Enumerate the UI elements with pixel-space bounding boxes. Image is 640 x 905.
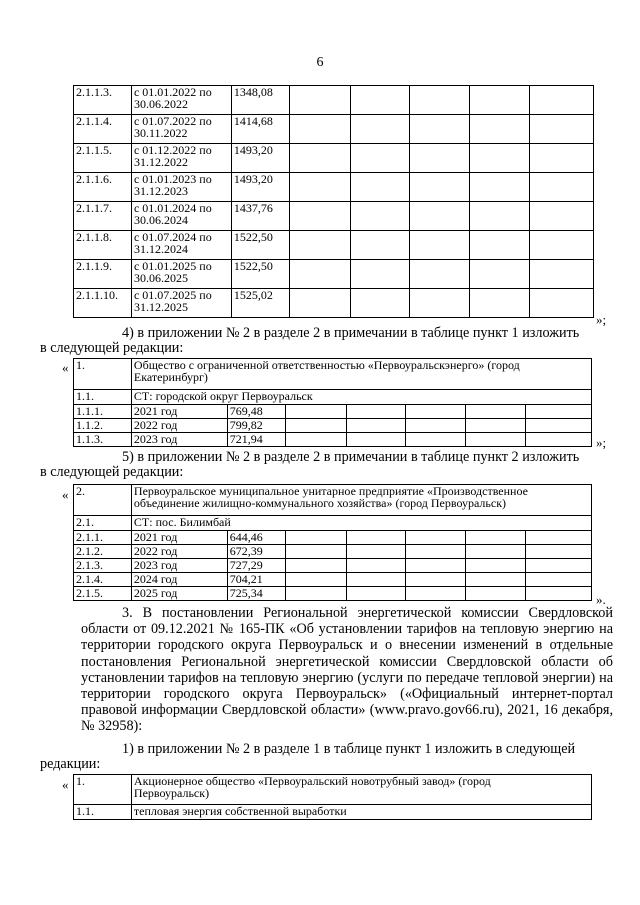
empty-cell bbox=[526, 559, 592, 573]
row-value: 644,46 bbox=[227, 531, 285, 545]
row-year: 2023 год bbox=[131, 559, 227, 573]
org-name-cell bbox=[131, 485, 591, 516]
paragraph-4-line-1: 4) в приложении № 2 в разделе 2 в примечании в таблице пункт 1 изложить bbox=[122, 325, 580, 341]
empty-cell bbox=[526, 545, 592, 559]
empty-cell bbox=[406, 545, 466, 559]
org-number-cell: 1. bbox=[74, 775, 132, 805]
empty-cell bbox=[406, 405, 466, 419]
row-number: 2.1.4. bbox=[74, 573, 132, 587]
empty-cell bbox=[350, 260, 410, 289]
table-row bbox=[74, 531, 592, 545]
row-number: 2.1.1.3. bbox=[74, 86, 132, 115]
row-number: 2.1.1.4. bbox=[74, 115, 132, 144]
paragraph-3-1-line-2: редакции: bbox=[40, 756, 101, 772]
empty-cell bbox=[410, 115, 470, 144]
empty-cell bbox=[346, 545, 406, 559]
table-row bbox=[74, 115, 594, 144]
table-row bbox=[74, 173, 594, 202]
row-value: 1493,20 bbox=[231, 173, 289, 202]
row-number: 2.1.1.6. bbox=[74, 173, 132, 202]
period-start: с 01.01.2022 по bbox=[133, 85, 212, 99]
table-row bbox=[74, 559, 592, 573]
row-period bbox=[131, 86, 231, 115]
empty-cell bbox=[406, 531, 466, 545]
org-name-line-1: Первоуральское муниципальное унитарное предприятие «Производственное bbox=[133, 484, 528, 498]
empty-cell bbox=[346, 559, 406, 573]
row-value: 1437,76 bbox=[231, 202, 289, 231]
empty-cell bbox=[406, 573, 466, 587]
empty-cell bbox=[285, 545, 346, 559]
empty-cell bbox=[470, 173, 530, 202]
row-value: 769,48 bbox=[227, 405, 285, 419]
org-number-cell: 1. bbox=[74, 359, 132, 390]
sub-label-cell: СТ: пос. Билимбай bbox=[131, 516, 591, 531]
table-row bbox=[74, 260, 594, 289]
table-row bbox=[74, 545, 592, 559]
empty-cell bbox=[350, 144, 410, 173]
row-number: 2.1.1.9. bbox=[74, 260, 132, 289]
empty-cell bbox=[289, 144, 350, 173]
empty-cell bbox=[530, 115, 594, 144]
empty-cell bbox=[530, 260, 594, 289]
empty-cell bbox=[470, 260, 530, 289]
paragraph-3-1 bbox=[40, 741, 613, 772]
empty-cell bbox=[526, 433, 592, 447]
empty-cell bbox=[285, 405, 346, 419]
period-start: с 01.12.2022 по bbox=[133, 143, 212, 157]
row-value: 721,94 bbox=[227, 433, 285, 447]
opening-quote-mark: « bbox=[62, 487, 69, 502]
row-value: 704,21 bbox=[227, 573, 285, 587]
table-row bbox=[74, 289, 594, 318]
period-end: 30.06.2025 bbox=[133, 271, 188, 285]
org-name-line-2: Первоуральск) bbox=[133, 786, 210, 800]
org-name-cell bbox=[131, 775, 591, 805]
empty-cell bbox=[289, 260, 350, 289]
paragraph-4 bbox=[40, 325, 613, 356]
opening-quote-mark: « bbox=[62, 360, 69, 375]
period-start: с 01.01.2023 по bbox=[133, 172, 212, 186]
empty-cell bbox=[526, 587, 592, 601]
closing-quote-mark: »; bbox=[596, 435, 607, 450]
empty-cell bbox=[466, 573, 526, 587]
row-number: 2.1.1.8. bbox=[74, 231, 132, 260]
empty-cell bbox=[285, 573, 346, 587]
empty-cell bbox=[285, 531, 346, 545]
empty-cell bbox=[466, 419, 526, 433]
paragraph-5-line-2: в следующей редакции: bbox=[40, 464, 184, 480]
org-name-line-1: Акционерное общество «Первоуральский новотрубный завод» (город bbox=[133, 774, 491, 788]
empty-cell bbox=[289, 115, 350, 144]
row-number: 2.1.1.5. bbox=[74, 144, 132, 173]
row-period bbox=[131, 173, 231, 202]
empty-cell bbox=[530, 231, 594, 260]
table-row bbox=[74, 86, 594, 115]
paragraph-3-1-line-1: 1) в приложении № 2 в разделе 1 в таблице пункт 1 изложить в следующей bbox=[122, 741, 576, 757]
row-value: 727,29 bbox=[227, 559, 285, 573]
period-end: 30.06.2024 bbox=[133, 213, 188, 227]
table-row bbox=[74, 231, 594, 260]
row-value: 1522,50 bbox=[231, 231, 289, 260]
empty-cell bbox=[350, 115, 410, 144]
empty-cell bbox=[470, 202, 530, 231]
empty-cell bbox=[466, 559, 526, 573]
row-period bbox=[131, 144, 231, 173]
org-name-line-1: Общество с ограниченной ответственностью «Первоуральскэнерго» (город bbox=[133, 358, 520, 372]
paragraph-5 bbox=[40, 449, 613, 480]
empty-cell bbox=[406, 587, 466, 601]
row-number: 2.1.3. bbox=[74, 559, 132, 573]
row-value: 1348,08 bbox=[231, 86, 289, 115]
period-end: 31.12.2023 bbox=[133, 184, 188, 198]
table-row bbox=[74, 405, 592, 419]
table-row bbox=[74, 587, 592, 601]
empty-cell bbox=[350, 173, 410, 202]
row-number: 2.1.1.10. bbox=[74, 289, 132, 318]
empty-cell bbox=[285, 587, 346, 601]
empty-cell bbox=[526, 573, 592, 587]
row-value: 1522,50 bbox=[231, 260, 289, 289]
empty-cell bbox=[470, 86, 530, 115]
empty-cell bbox=[410, 86, 470, 115]
sub-number-cell: 2.1. bbox=[74, 516, 132, 531]
organization-table-1 bbox=[73, 358, 592, 447]
empty-cell bbox=[526, 531, 592, 545]
period-end: 31.12.2024 bbox=[133, 242, 188, 256]
empty-cell bbox=[410, 173, 470, 202]
sub-label-cell: СТ: городской округ Первоуральск bbox=[131, 390, 591, 405]
empty-cell bbox=[530, 86, 594, 115]
empty-cell bbox=[406, 559, 466, 573]
period-start: с 01.07.2025 по bbox=[133, 288, 212, 302]
empty-cell bbox=[466, 545, 526, 559]
row-number: 2.1.1.7. bbox=[74, 202, 132, 231]
period-start: с 01.01.2024 по bbox=[133, 201, 212, 215]
paragraph-3: 3. В постановлении Региональной энергетической комиссии Свердловской области от 09.12.2021 № 165-ПК «Об установлении тарифов на тепловую энергию на территории городского округа Первоуральск и о внесении изменений в отдельные постановления Региональной энергетической комиссии Свердловской области об установлении тарифов на тепловую энергию (услуги по передаче тепловой энергии) на территории городского округа Первоуральск» («Официальный интернет-портал правовой информации Свердловской области» (www.pravo.gov66.ru), 2021, 16 декабря, № 32958): bbox=[81, 605, 613, 735]
empty-cell bbox=[346, 531, 406, 545]
org-name-cell bbox=[131, 359, 591, 390]
row-period bbox=[131, 231, 231, 260]
row-period bbox=[131, 202, 231, 231]
row-year: 2024 год bbox=[131, 573, 227, 587]
period-end: 31.12.2025 bbox=[133, 300, 188, 314]
empty-cell bbox=[530, 144, 594, 173]
row-value: 1525,02 bbox=[231, 289, 289, 318]
period-end: 31.12.2022 bbox=[133, 155, 188, 169]
period-start: с 01.07.2022 по bbox=[133, 114, 212, 128]
sub-label-cell: тепловая энергия собственной выработки bbox=[131, 805, 591, 820]
closing-quote-mark: ». bbox=[596, 592, 606, 607]
org-name-line-2: объединение жилищно-коммунального хозяйства» (город Первоуральск) bbox=[133, 496, 507, 510]
row-value: 672,39 bbox=[227, 545, 285, 559]
empty-cell bbox=[466, 531, 526, 545]
row-year: 2022 год bbox=[131, 419, 227, 433]
table-row bbox=[74, 419, 592, 433]
empty-cell bbox=[350, 289, 410, 318]
empty-cell bbox=[530, 202, 594, 231]
empty-cell bbox=[346, 573, 406, 587]
empty-cell bbox=[285, 433, 346, 447]
empty-cell bbox=[470, 289, 530, 318]
empty-cell bbox=[350, 231, 410, 260]
empty-cell bbox=[410, 144, 470, 173]
table-row bbox=[74, 573, 592, 587]
row-period bbox=[131, 260, 231, 289]
empty-cell bbox=[346, 433, 406, 447]
period-start: с 01.07.2024 по bbox=[133, 230, 212, 244]
row-number: 1.1.1. bbox=[74, 405, 132, 419]
empty-cell bbox=[470, 144, 530, 173]
period-end: 30.11.2022 bbox=[133, 126, 188, 140]
paragraph-4-line-2: в следующей редакции: bbox=[40, 340, 184, 356]
row-number: 2.1.2. bbox=[74, 545, 132, 559]
row-value: 799,82 bbox=[227, 419, 285, 433]
empty-cell bbox=[289, 202, 350, 231]
organization-table-3 bbox=[73, 774, 592, 820]
table-row bbox=[74, 144, 594, 173]
period-start: с 01.01.2025 по bbox=[133, 259, 212, 273]
row-value: 1493,20 bbox=[231, 144, 289, 173]
empty-cell bbox=[530, 289, 594, 318]
row-number: 1.1.3. bbox=[74, 433, 132, 447]
row-number: 2.1.5. bbox=[74, 587, 132, 601]
org-name-line-2: Екатеринбург) bbox=[133, 370, 208, 384]
row-year: 2023 год bbox=[131, 433, 227, 447]
empty-cell bbox=[470, 231, 530, 260]
row-value: 725,34 bbox=[227, 587, 285, 601]
empty-cell bbox=[410, 202, 470, 231]
closing-quote-mark: »; bbox=[596, 312, 607, 327]
empty-cell bbox=[346, 405, 406, 419]
empty-cell bbox=[530, 173, 594, 202]
empty-cell bbox=[526, 405, 592, 419]
row-year: 2025 год bbox=[131, 587, 227, 601]
table-row bbox=[74, 202, 594, 231]
empty-cell bbox=[350, 202, 410, 231]
sub-number-cell: 1.1. bbox=[74, 390, 132, 405]
tariff-table-continued bbox=[73, 85, 594, 318]
empty-cell bbox=[410, 289, 470, 318]
row-number: 2.1.1. bbox=[74, 531, 132, 545]
empty-cell bbox=[410, 260, 470, 289]
org-number-cell: 2. bbox=[74, 485, 132, 516]
empty-cell bbox=[410, 231, 470, 260]
empty-cell bbox=[470, 115, 530, 144]
empty-cell bbox=[350, 86, 410, 115]
row-period bbox=[131, 289, 231, 318]
row-year: 2021 год bbox=[131, 405, 227, 419]
empty-cell bbox=[285, 419, 346, 433]
empty-cell bbox=[346, 587, 406, 601]
empty-cell bbox=[289, 173, 350, 202]
paragraph-5-line-1: 5) в приложении № 2 в разделе 2 в примечании в таблице пункт 2 изложить bbox=[122, 449, 580, 465]
row-year: 2022 год bbox=[131, 545, 227, 559]
empty-cell bbox=[346, 419, 406, 433]
empty-cell bbox=[466, 433, 526, 447]
empty-cell bbox=[289, 231, 350, 260]
page-number: 6 bbox=[316, 55, 324, 70]
empty-cell bbox=[466, 405, 526, 419]
empty-cell bbox=[285, 559, 346, 573]
empty-cell bbox=[406, 433, 466, 447]
empty-cell bbox=[406, 419, 466, 433]
empty-cell bbox=[289, 289, 350, 318]
sub-number-cell: 1.1. bbox=[74, 805, 132, 820]
empty-cell bbox=[526, 419, 592, 433]
empty-cell bbox=[466, 587, 526, 601]
table-row bbox=[74, 433, 592, 447]
empty-cell bbox=[289, 86, 350, 115]
row-value: 1414,68 bbox=[231, 115, 289, 144]
period-end: 30.06.2022 bbox=[133, 97, 188, 111]
row-period bbox=[131, 115, 231, 144]
row-year: 2021 год bbox=[131, 531, 227, 545]
row-number: 1.1.2. bbox=[74, 419, 132, 433]
opening-quote-mark: « bbox=[62, 777, 69, 792]
organization-table-2 bbox=[73, 484, 592, 601]
